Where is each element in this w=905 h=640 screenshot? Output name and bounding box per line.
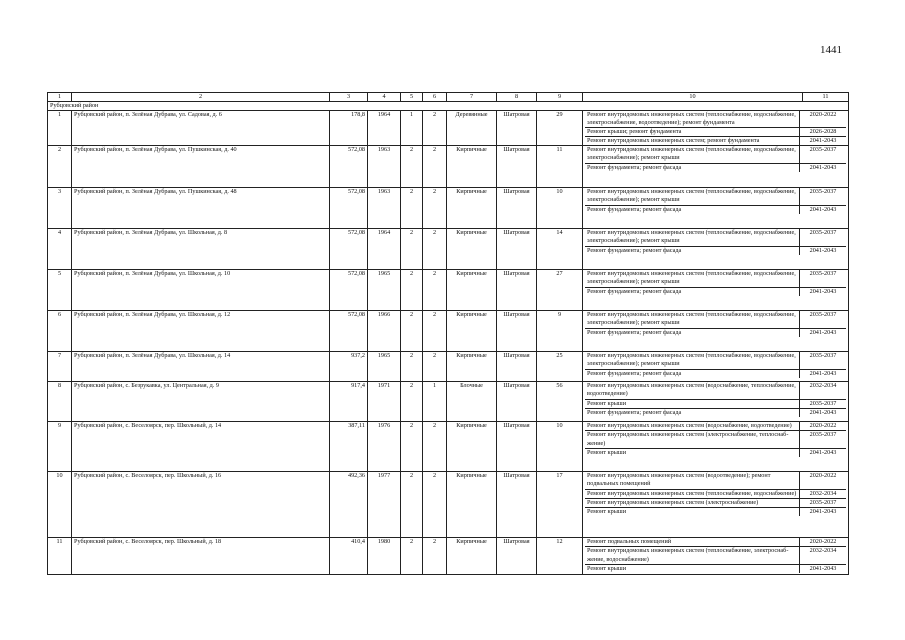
roof-type-cell: Шатровая: [497, 311, 537, 352]
row-number: 3: [48, 188, 72, 229]
table-row: [48, 311, 849, 352]
work-item: [585, 188, 846, 205]
works-cell: [583, 352, 849, 382]
row-number: 6: [48, 311, 72, 352]
table-row: [48, 111, 849, 146]
row-number: 4: [48, 229, 72, 270]
work-period: 2041-2043: [809, 564, 837, 572]
area-cell: 572,08: [330, 311, 368, 352]
work-description: Ремонт фундамента; ремонт фасада: [585, 329, 800, 337]
column-header: 11: [803, 93, 849, 102]
column-header: 4: [368, 93, 401, 102]
roof-type-cell: Шатровая: [497, 229, 537, 270]
wall-material-cell: Кирпичные: [447, 422, 497, 472]
area-cell: 917,4: [330, 382, 368, 422]
roof-type-cell: Шатровая: [497, 146, 537, 188]
column-header: 6: [423, 93, 447, 102]
area-cell: 572,08: [330, 270, 368, 311]
work-description: Ремонт фундамента; ремонт фасада: [585, 206, 800, 214]
address-cell: Рубцовский район, п. Зелёная Дубрава, ул. Пушкинская, д. 40: [72, 146, 330, 188]
work-description: Ремонт внутридомовых инженерных систем (водоотведение); ремонт подвальных помещений: [585, 472, 800, 488]
work-item: [585, 329, 846, 337]
work-period: 2035-2037: [809, 431, 837, 439]
work-item: [585, 422, 846, 431]
work-item: [585, 508, 846, 516]
works-cell: [583, 472, 849, 538]
roof-type-cell: Шатровая: [497, 270, 537, 311]
work-item: [585, 137, 846, 145]
column-header: 7: [447, 93, 497, 102]
area-cell: 410,4: [330, 538, 368, 575]
works-cell: [583, 270, 849, 311]
roof-type-cell: Шатровая: [497, 538, 537, 575]
wall-material-cell: Деревянные: [447, 111, 497, 146]
column-9-cell: 27: [537, 270, 583, 311]
column-6-cell: 2: [423, 422, 447, 472]
row-number: 5: [48, 270, 72, 311]
repair-schedule-table: [47, 92, 849, 575]
column-5-cell: 2: [401, 311, 423, 352]
work-period: 2032-2034: [809, 547, 837, 555]
address-cell: Рубцовский район, с. Безрукавка, ул. Центральная, д. 9: [72, 382, 330, 422]
year-cell: 1965: [368, 352, 401, 382]
column-6-cell: 2: [423, 111, 447, 146]
row-number: 2: [48, 146, 72, 188]
work-period: 2035-2037: [809, 399, 837, 407]
address-cell: Рубцовский район, с. Веселоярск, пер. Школьный, д. 16: [72, 472, 330, 538]
work-description: Ремонт внутридомовых инженерных систем (теплоснабжение, водоснабжение, электроснабжение, водоотведение); ремонт фундамента: [585, 111, 800, 127]
work-period: 2041-2043: [809, 137, 837, 145]
work-item: [585, 499, 846, 508]
work-period: 2035-2037: [809, 498, 837, 506]
work-description: Ремонт внутридомовых инженерных систем; ремонт фундамента: [585, 137, 800, 145]
roof-type-cell: Шатровая: [497, 382, 537, 422]
column-9-cell: 9: [537, 311, 583, 352]
work-period: 2041-2043: [809, 328, 837, 336]
work-description: Ремонт фундамента; ремонт фасада: [585, 409, 800, 417]
work-item: [585, 370, 846, 378]
year-cell: 1963: [368, 146, 401, 188]
work-item: [585, 431, 846, 448]
work-period: 2020-2022: [809, 111, 837, 119]
work-item: [585, 400, 846, 409]
work-period: 2035-2037: [809, 311, 837, 319]
column-9-cell: 14: [537, 229, 583, 270]
wall-material-cell: Кирпичные: [447, 146, 497, 188]
year-cell: 1965: [368, 270, 401, 311]
column-header: 2: [72, 93, 330, 102]
year-cell: 1964: [368, 229, 401, 270]
column-9-cell: 56: [537, 382, 583, 422]
works-cell: [583, 538, 849, 575]
work-item: [585, 449, 846, 457]
work-period: 2020-2022: [809, 422, 837, 430]
roof-type-cell: Шатровая: [497, 422, 537, 472]
table-row: [48, 422, 849, 472]
roof-type-cell: Шатровая: [497, 188, 537, 229]
work-description: Ремонт внутридомовых инженерных систем (теплоснабжение, электроснаб-жение, водоснабжение): [585, 547, 800, 563]
wall-material-cell: Кирпичные: [447, 188, 497, 229]
work-description: Ремонт фундамента; ремонт фасада: [585, 247, 800, 255]
work-period: 2035-2037: [809, 270, 837, 278]
works-cell: [583, 422, 849, 472]
table-row: [48, 146, 849, 188]
column-5-cell: 2: [401, 538, 423, 575]
wall-material-cell: Кирпичные: [447, 270, 497, 311]
wall-material-cell: Кирпичные: [447, 311, 497, 352]
work-description: Ремонт внутридомовых инженерных систем (водоснабжение, теплоснабжение, водоотведение): [585, 382, 800, 398]
column-9-cell: 10: [537, 422, 583, 472]
table-row: [48, 352, 849, 382]
work-description: Ремонт крыши: [585, 508, 800, 516]
work-period: 2041-2043: [809, 246, 837, 254]
column-6-cell: 2: [423, 352, 447, 382]
column-9-cell: 12: [537, 538, 583, 575]
column-number-row: [48, 93, 849, 102]
work-period: 2041-2043: [809, 507, 837, 515]
column-6-cell: 2: [423, 146, 447, 188]
column-5-cell: 2: [401, 472, 423, 538]
year-cell: 1966: [368, 311, 401, 352]
work-period: 2032-2034: [809, 382, 837, 390]
row-number: 11: [48, 538, 72, 575]
work-description: Ремонт фундамента; ремонт фасада: [585, 164, 800, 172]
district-row: [48, 102, 849, 111]
area-cell: 937,2: [330, 352, 368, 382]
works-cell: [583, 229, 849, 270]
year-cell: 1977: [368, 472, 401, 538]
year-cell: 1980: [368, 538, 401, 575]
work-item: [585, 490, 846, 499]
work-description: Ремонт внутридомовых инженерных систем (теплоснабжение, водоснабжение, электроснабжение); ремонт крыши: [585, 311, 800, 327]
address-cell: Рубцовский район, п. Зелёная Дубрава, ул. Школьная, д. 10: [72, 270, 330, 311]
work-description: Ремонт внутридомовых инженерных систем (электроснабжение): [585, 499, 800, 507]
work-period: 2035-2037: [809, 188, 837, 196]
work-description: Ремонт крыши: [585, 565, 800, 573]
work-description: Ремонт подвальных помещений: [585, 538, 800, 546]
work-description: Ремонт крыши; ремонт фундамента: [585, 128, 800, 136]
address-cell: Рубцовский район, п. Зелёная Дубрава, ул. Школьная, д. 14: [72, 352, 330, 382]
work-period: 2026-2028: [809, 128, 837, 136]
year-cell: 1964: [368, 111, 401, 146]
work-period: 2041-2043: [809, 369, 837, 377]
column-5-cell: 2: [401, 188, 423, 229]
address-cell: Рубцовский район, с. Веселоярск, пер. Школьный, д. 14: [72, 422, 330, 472]
work-period: 2020-2022: [809, 472, 837, 480]
address-cell: Рубцовский район, п. Зелёная Дубрава, ул. Садовая, д. 6: [72, 111, 330, 146]
row-number: 8: [48, 382, 72, 422]
column-5-cell: 2: [401, 422, 423, 472]
row-number: 10: [48, 472, 72, 538]
column-9-cell: 10: [537, 188, 583, 229]
work-period: 2035-2037: [809, 146, 837, 154]
row-number: 9: [48, 422, 72, 472]
address-cell: Рубцовский район, п. Зелёная Дубрава, ул. Школьная, д. 12: [72, 311, 330, 352]
area-cell: 572,08: [330, 146, 368, 188]
column-9-cell: 25: [537, 352, 583, 382]
roof-type-cell: Шатровая: [497, 352, 537, 382]
column-header: 8: [497, 93, 537, 102]
column-header: 3: [330, 93, 368, 102]
column-9-cell: 11: [537, 146, 583, 188]
work-item: [585, 547, 846, 564]
area-cell: 572,08: [330, 188, 368, 229]
row-number: 1: [48, 111, 72, 146]
address-cell: Рубцовский район, с. Веселоярск, пер. Школьный, д. 18: [72, 538, 330, 575]
wall-material-cell: Кирпичные: [447, 472, 497, 538]
table-row: [48, 270, 849, 311]
row-number: 7: [48, 352, 72, 382]
column-6-cell: 2: [423, 538, 447, 575]
work-period: 2035-2037: [809, 229, 837, 237]
work-period: 2035-2037: [809, 352, 837, 360]
work-description: Ремонт фундамента; ремонт фасада: [585, 370, 800, 378]
area-cell: 492,36: [330, 472, 368, 538]
work-item: [585, 565, 846, 573]
column-header: 10: [583, 93, 803, 102]
column-5-cell: 1: [401, 111, 423, 146]
work-period: 2020-2022: [809, 538, 837, 546]
work-description: Ремонт внутридомовых инженерных систем (теплоснабжение, водоснабжение, электроснабжение); ремонт крыши: [585, 229, 800, 245]
column-header: 5: [401, 93, 423, 102]
work-description: Ремонт внутридомовых инженерных систем (теплоснабжение, водоснабжение, электроснабжение); ремонт крыши: [585, 352, 800, 368]
area-cell: 572,08: [330, 229, 368, 270]
wall-material-cell: Кирпичные: [447, 352, 497, 382]
work-item: [585, 206, 846, 214]
work-description: Ремонт крыши: [585, 400, 800, 408]
wall-material-cell: Кирпичные: [447, 538, 497, 575]
work-period: 2032-2034: [809, 489, 837, 497]
year-cell: 1976: [368, 422, 401, 472]
work-item: [585, 311, 846, 328]
roof-type-cell: Шатровая: [497, 472, 537, 538]
work-item: [585, 270, 846, 287]
address-cell: Рубцовский район, п. Зелёная Дубрава, ул. Школьная, д. 8: [72, 229, 330, 270]
work-description: Ремонт фундамента; ремонт фасада: [585, 288, 800, 296]
work-period: 2041-2043: [809, 205, 837, 213]
wall-material-cell: Блочные: [447, 382, 497, 422]
roof-type-cell: Шатровая: [497, 111, 537, 146]
district-name: Рубцовский район: [48, 102, 849, 111]
column-6-cell: 2: [423, 270, 447, 311]
table-row: [48, 472, 849, 538]
column-5-cell: 2: [401, 270, 423, 311]
work-item: [585, 229, 846, 246]
column-6-cell: 2: [423, 311, 447, 352]
work-item: [585, 128, 846, 137]
work-description: Ремонт внутридомовых инженерных систем (водоснабжение, водоотведение): [585, 422, 800, 430]
work-item: [585, 472, 846, 489]
works-cell: [583, 188, 849, 229]
column-9-cell: 29: [537, 111, 583, 146]
work-description: Ремонт внутридомовых инженерных систем (теплоснабжение, водоснабжение, электроснабжение); ремонт крыши: [585, 146, 800, 162]
work-item: [585, 247, 846, 255]
work-description: Ремонт внутридомовых инженерных систем (теплоснабжение, водоснабжение, электроснабжение); ремонт крыши: [585, 188, 800, 204]
work-period: 2041-2043: [809, 287, 837, 295]
work-description: Ремонт крыши: [585, 449, 800, 457]
table-row: [48, 188, 849, 229]
works-cell: [583, 382, 849, 422]
column-6-cell: 2: [423, 229, 447, 270]
column-header: 1: [48, 93, 72, 102]
page-number: 1441: [820, 44, 842, 56]
work-period: 2041-2043: [809, 448, 837, 456]
column-9-cell: 17: [537, 472, 583, 538]
work-description: Ремонт внутридомовых инженерных систем (теплоснабжение, водоснабжение): [585, 490, 800, 498]
work-description: Ремонт внутридомовых инженерных систем (теплоснабжение, водоснабжение, электроснабжение); ремонт крыши: [585, 270, 800, 286]
work-item: [585, 352, 846, 369]
column-5-cell: 2: [401, 352, 423, 382]
works-cell: [583, 111, 849, 146]
table-row: [48, 229, 849, 270]
work-item: [585, 288, 846, 296]
work-period: 2041-2043: [809, 163, 837, 171]
column-5-cell: 2: [401, 146, 423, 188]
work-period: 2041-2043: [809, 408, 837, 416]
year-cell: 1971: [368, 382, 401, 422]
column-5-cell: 2: [401, 382, 423, 422]
column-6-cell: 1: [423, 382, 447, 422]
work-item: [585, 146, 846, 163]
address-cell: Рубцовский район, п. Зелёная Дубрава, ул. Пушкинская, д. 48: [72, 188, 330, 229]
area-cell: 178,8: [330, 111, 368, 146]
work-item: [585, 382, 846, 399]
column-6-cell: 2: [423, 472, 447, 538]
works-cell: [583, 311, 849, 352]
area-cell: 387,11: [330, 422, 368, 472]
work-item: [585, 409, 846, 417]
work-item: [585, 164, 846, 172]
works-cell: [583, 146, 849, 188]
column-header: 9: [537, 93, 583, 102]
column-6-cell: 2: [423, 188, 447, 229]
column-5-cell: 2: [401, 229, 423, 270]
table-row: [48, 538, 849, 575]
work-item: [585, 111, 846, 128]
year-cell: 1963: [368, 188, 401, 229]
work-item: [585, 538, 846, 547]
table-row: [48, 382, 849, 422]
wall-material-cell: Кирпичные: [447, 229, 497, 270]
work-description: Ремонт внутридомовых инженерных систем (электроснабжение, теплоснаб-жение): [585, 431, 800, 447]
